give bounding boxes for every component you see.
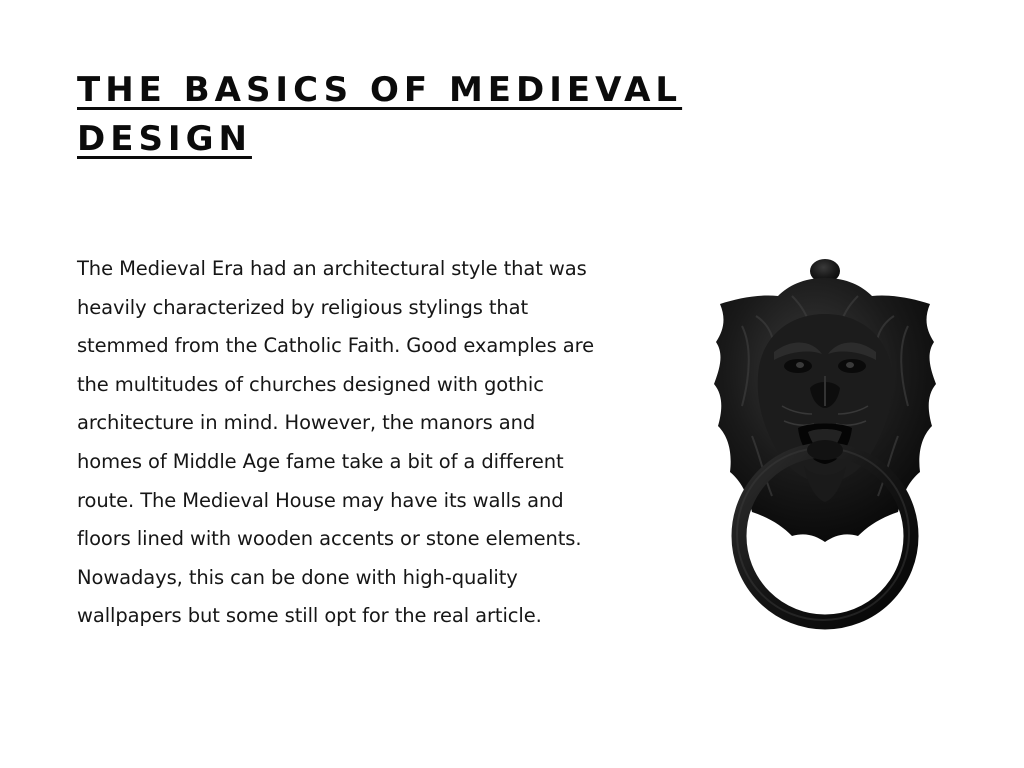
page-title: THE BASICS OF MEDIEVAL DESIGN [77,70,683,159]
lion-head-door-knocker-icon [712,256,944,632]
body-paragraph: The Medieval Era had an architectural style that was heavily characterized by religious stylings that stemmed from the Catholic Faith. Good examples are the multitudes of churches designed with gothic architecture in mind. However, the manors and homes of Middle Age fame take a bit of a different route. The Medieval House may have its walls and floors lined with wooden accents or stone elements. Nowadays, this can be done with high-quality wallpapers but some still opt for the real article. [77,257,594,628]
